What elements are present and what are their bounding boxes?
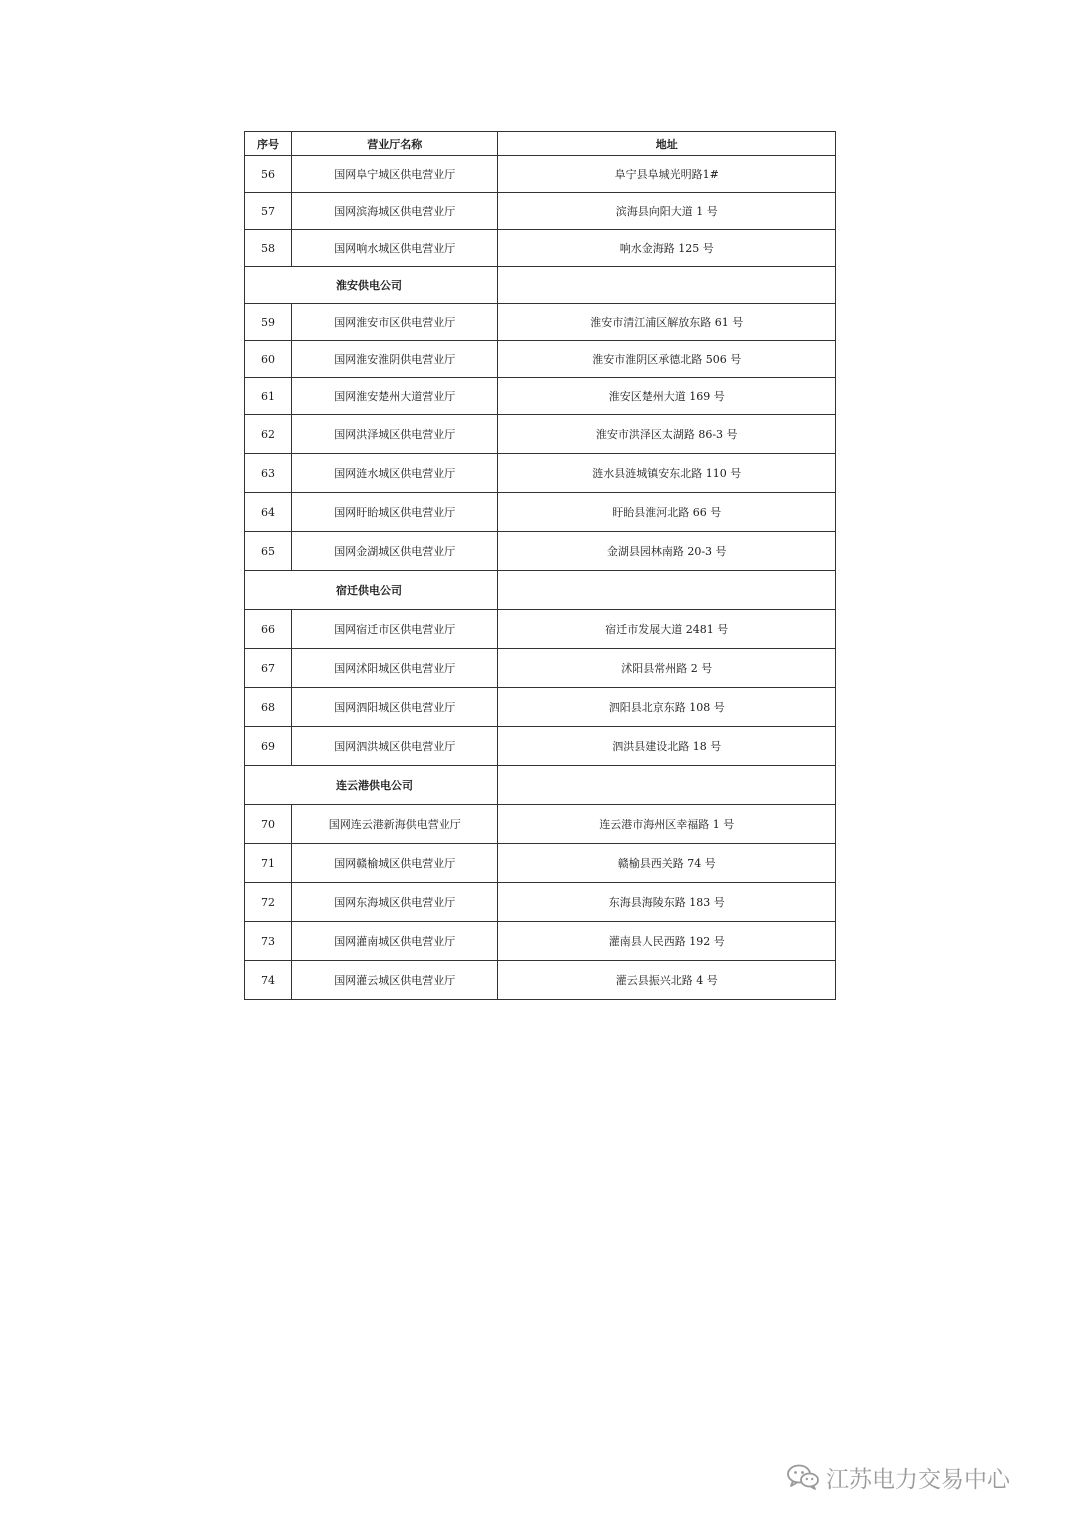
row-address: 响水金海路 125 号 <box>498 230 836 267</box>
header-address: 地址 <box>498 132 836 156</box>
row-index: 66 <box>245 610 292 649</box>
row-address: 泗洪县建设北路 18 号 <box>498 727 836 766</box>
row-index: 71 <box>245 844 292 883</box>
header-hall-name: 营业厅名称 <box>292 132 498 156</box>
row-address: 滨海县向阳大道 1 号 <box>498 193 836 230</box>
row-address: 阜宁县阜城光明路1# <box>498 156 836 193</box>
table-row <box>245 415 836 454</box>
table-row <box>245 341 836 378</box>
row-index: 58 <box>245 230 292 267</box>
row-index: 65 <box>245 532 292 571</box>
row-index: 70 <box>245 805 292 844</box>
row-hall-name: 国网淮安淮阴供电营业厅 <box>292 341 498 378</box>
row-index: 62 <box>245 415 292 454</box>
table-row <box>245 883 836 922</box>
row-address: 涟水县涟城镇安东北路 110 号 <box>498 454 836 493</box>
table-row <box>245 844 836 883</box>
row-index: 60 <box>245 341 292 378</box>
group-row <box>245 766 836 805</box>
row-index: 74 <box>245 961 292 1000</box>
group-row <box>245 267 836 304</box>
row-index: 68 <box>245 688 292 727</box>
row-index: 59 <box>245 304 292 341</box>
group-company-name: 淮安供电公司 <box>245 267 498 304</box>
row-hall-name: 国网灌云城区供电营业厅 <box>292 961 498 1000</box>
service-hall-table <box>244 131 836 1000</box>
table-row <box>245 649 836 688</box>
table-row <box>245 304 836 341</box>
table-body <box>245 132 836 1000</box>
table-row <box>245 805 836 844</box>
group-empty-cell <box>498 267 836 304</box>
row-hall-name: 国网东海城区供电营业厅 <box>292 883 498 922</box>
watermark <box>786 1462 1010 1492</box>
row-hall-name: 国网金湖城区供电营业厅 <box>292 532 498 571</box>
row-address: 泗阳县北京东路 108 号 <box>498 688 836 727</box>
table-row <box>245 961 836 1000</box>
table-row <box>245 727 836 766</box>
wechat-icon <box>786 1463 820 1491</box>
row-address: 淮安区楚州大道 169 号 <box>498 378 836 415</box>
row-address: 灌云县振兴北路 4 号 <box>498 961 836 1000</box>
row-hall-name: 国网宿迁市区供电营业厅 <box>292 610 498 649</box>
table-row <box>245 532 836 571</box>
table-row <box>245 688 836 727</box>
table-row <box>245 610 836 649</box>
row-hall-name: 国网洪泽城区供电营业厅 <box>292 415 498 454</box>
row-address: 淮安市淮阴区承德北路 506 号 <box>498 341 836 378</box>
row-hall-name: 国网连云港新海供电营业厅 <box>292 805 498 844</box>
row-address: 宿迁市发展大道 2481 号 <box>498 610 836 649</box>
row-hall-name: 国网阜宁城区供电营业厅 <box>292 156 498 193</box>
row-index: 69 <box>245 727 292 766</box>
row-index: 57 <box>245 193 292 230</box>
row-hall-name: 国网赣榆城区供电营业厅 <box>292 844 498 883</box>
row-hall-name: 国网滨海城区供电营业厅 <box>292 193 498 230</box>
row-index: 61 <box>245 378 292 415</box>
table-row <box>245 193 836 230</box>
row-address: 金湖县园林南路 20-3 号 <box>498 532 836 571</box>
watermark-text: 江苏电力交易中心 <box>826 1466 1010 1493</box>
table-row <box>245 454 836 493</box>
row-address: 灌南县人民西路 192 号 <box>498 922 836 961</box>
row-index: 72 <box>245 883 292 922</box>
table-row <box>245 378 836 415</box>
header-index: 序号 <box>245 132 292 156</box>
row-hall-name: 国网沭阳城区供电营业厅 <box>292 649 498 688</box>
table-row <box>245 156 836 193</box>
row-index: 63 <box>245 454 292 493</box>
row-hall-name: 国网涟水城区供电营业厅 <box>292 454 498 493</box>
row-hall-name: 国网泗洪城区供电营业厅 <box>292 727 498 766</box>
row-hall-name: 国网盱眙城区供电营业厅 <box>292 493 498 532</box>
row-index: 56 <box>245 156 292 193</box>
row-address: 盱眙县淮河北路 66 号 <box>498 493 836 532</box>
group-company-name: 连云港供电公司 <box>245 766 498 805</box>
table-row <box>245 230 836 267</box>
row-hall-name: 国网淮安市区供电营业厅 <box>292 304 498 341</box>
row-address: 赣榆县西关路 74 号 <box>498 844 836 883</box>
row-index: 73 <box>245 922 292 961</box>
row-hall-name: 国网泗阳城区供电营业厅 <box>292 688 498 727</box>
group-empty-cell <box>498 766 836 805</box>
row-hall-name: 国网灌南城区供电营业厅 <box>292 922 498 961</box>
group-row <box>245 571 836 610</box>
row-address: 淮安市洪泽区太湖路 86-3 号 <box>498 415 836 454</box>
row-hall-name: 国网淮安楚州大道营业厅 <box>292 378 498 415</box>
group-company-name: 宿迁供电公司 <box>245 571 498 610</box>
table-row <box>245 493 836 532</box>
row-address: 淮安市清江浦区解放东路 61 号 <box>498 304 836 341</box>
group-empty-cell <box>498 571 836 610</box>
row-address: 东海县海陵东路 183 号 <box>498 883 836 922</box>
table-row <box>245 922 836 961</box>
row-index: 64 <box>245 493 292 532</box>
row-address: 沭阳县常州路 2 号 <box>498 649 836 688</box>
table-header-row <box>245 132 836 156</box>
row-address: 连云港市海州区幸福路 1 号 <box>498 805 836 844</box>
row-hall-name: 国网响水城区供电营业厅 <box>292 230 498 267</box>
row-index: 67 <box>245 649 292 688</box>
